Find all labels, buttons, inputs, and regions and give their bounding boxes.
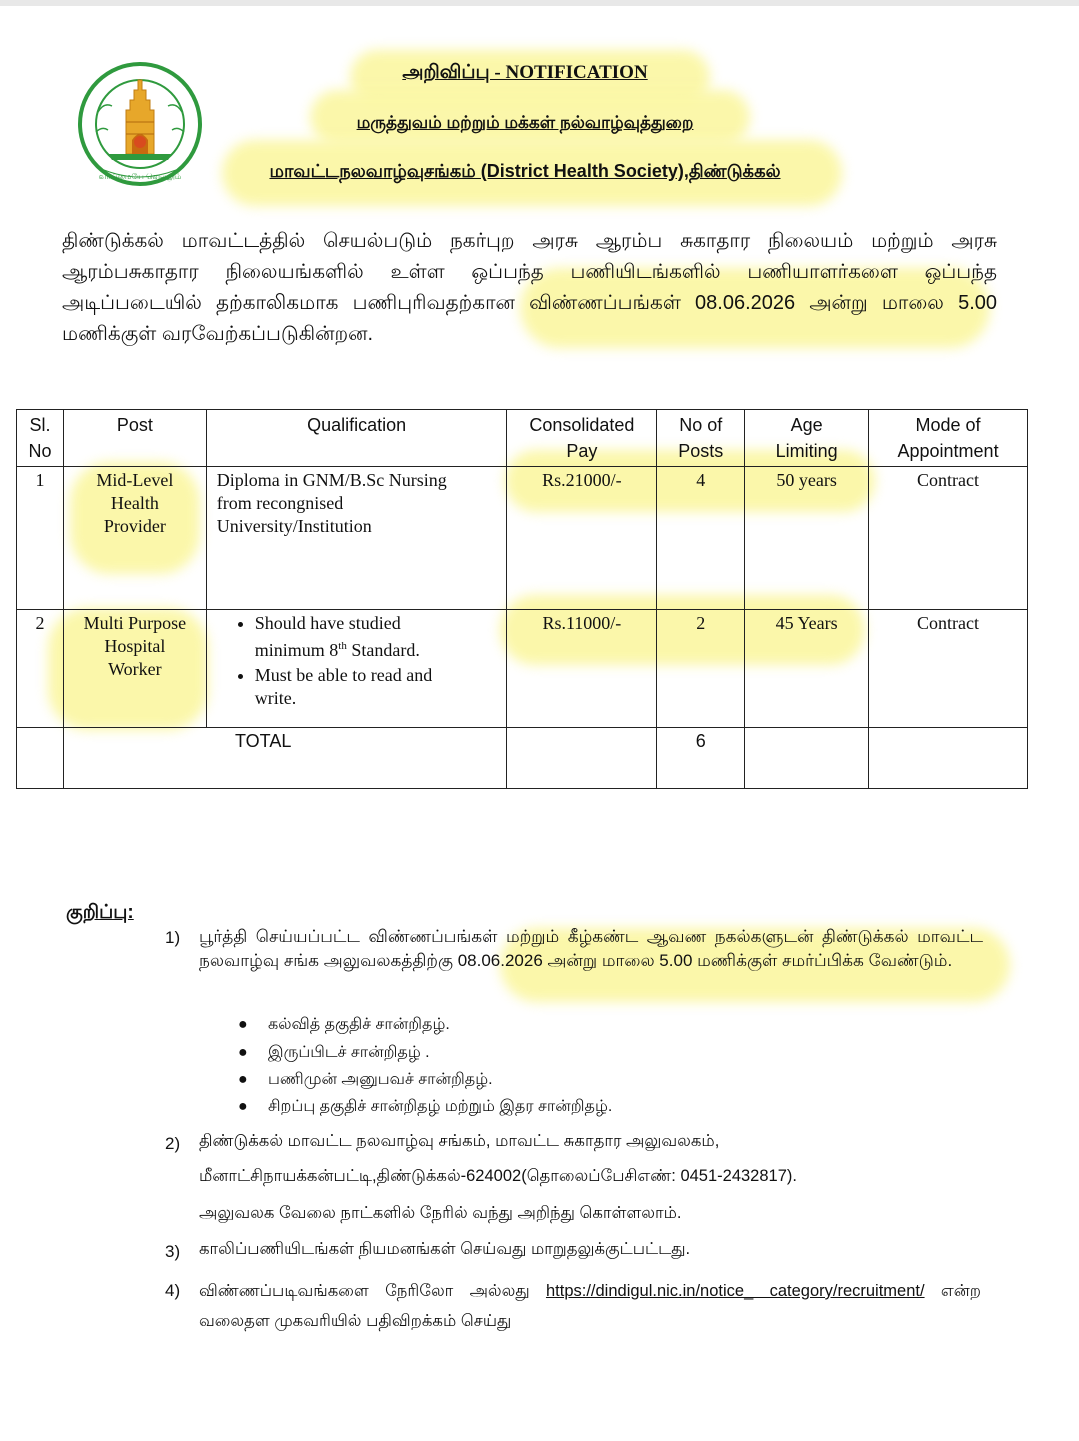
society-heading: மாவட்டநலவாழ்வுசங்கம் (District Health Society),திண்டுக்கல்: [269, 161, 781, 181]
note-1: பூர்த்தி செய்யப்பட்ட விண்ணப்பங்கள் மற்றும் கீழ்கண்ட ஆவண நகல்களுடன் திண்டுக்கல் மாவட்ட நலவாழ்வு சங்க அலுவலகத்திற்கு 08.06.2026 அன்று மாலை 5.00 மணிக்குள் சமர்ப்பிக்க வேண்டும்.: [199, 927, 983, 970]
table-row: [17, 610, 1028, 728]
qualification-bullet: • Should have studied minimum 8th Standard.: [255, 612, 503, 662]
table-header-row: [17, 410, 1028, 467]
notes-title: குறிப்பு:: [66, 902, 134, 923]
cell-post: Mid-Level Health Provider: [63, 467, 206, 610]
cell-pay: Rs.21000/-: [507, 467, 657, 610]
note-number: 1): [165, 928, 181, 947]
emblem-motto: வாய்மையே வெல்லும்: [98, 172, 182, 181]
cell-sl: 2: [17, 610, 64, 728]
cell-qualification: Diploma in GNM/B.Sc Nursing from recongnised University/Institution: [206, 467, 507, 610]
col-posts: No of Posts: [657, 410, 745, 467]
note-4: விண்ணப்படிவங்களை நேரிலோ அல்லது https://dindigul.nic.in/notice_ category/recruitment/ என்ற வலைதள முகவரியில் பதிவிறக்கம் செய்து: [199, 1282, 981, 1330]
total-posts: 6: [657, 728, 745, 789]
posts-table: [16, 409, 1028, 789]
note-2-line-3: அலுவலக வேலை நாட்களில் நேரில் வந்து அறிந்து கொள்ளலாம்.: [199, 1204, 682, 1222]
note-2-line-2: மீனாட்சிநாயக்கன்பட்டி,திண்டுக்கல்-624002(தொலைப்பேசிஎண்: 0451-2432817).: [199, 1167, 797, 1185]
table-row: [17, 467, 1028, 610]
col-mode: Mode of Appointment: [869, 410, 1028, 467]
department-heading: மருத்துவம் மற்றும் மக்கள் நல்வாழ்வுத்துறை: [356, 113, 694, 132]
doc-list-item: ● கல்வித் தகுதிச் சான்றிதழ்.: [238, 1016, 450, 1033]
cell-posts: 4: [657, 467, 745, 610]
doc-list-item: ● சிறப்பு தகுதிச் சான்றிதழ் மற்றும் இதர சான்றிதழ்.: [238, 1098, 613, 1115]
qualification-bullet: • Must be able to read and write.: [255, 664, 503, 710]
cell-posts: 2: [657, 610, 745, 728]
doc-list-item: ● இருப்பிடச் சான்றிதழ் .: [238, 1044, 430, 1061]
cell-sl: 1: [17, 467, 64, 610]
col-age: Age Limiting: [745, 410, 869, 467]
col-qualification: Qualification: [206, 410, 507, 467]
cell-age: 50 years: [745, 467, 869, 610]
cell-mode: Contract: [869, 610, 1028, 728]
note-number: 2): [165, 1134, 181, 1153]
total-label: TOTAL: [63, 728, 506, 789]
cell-pay: Rs.11000/-: [507, 610, 657, 728]
col-pay: Consolidated Pay: [507, 410, 657, 467]
doc-list-item: ● பணிமுன் அனுபவச் சான்றிதழ்.: [238, 1071, 493, 1088]
cell-mode: Contract: [869, 467, 1028, 610]
col-post: Post: [63, 410, 206, 467]
table-total-row: [17, 728, 1028, 789]
cell-qualification: [206, 610, 507, 728]
note-2-line-1: திண்டுக்கல் மாவட்ட நலவாழ்வு சங்கம், மாவட்ட சுகாதார அலுவலகம்,: [199, 1132, 720, 1150]
notification-title: அறிவிப்பு - NOTIFICATION: [402, 62, 648, 83]
note-number: 3): [165, 1242, 181, 1261]
note-number: 4): [165, 1281, 181, 1300]
cell-age: 45 Years: [745, 610, 869, 728]
top-strip: [0, 0, 1079, 6]
cell-post: Multi Purpose Hospital Worker: [63, 610, 206, 728]
note-3: காலிப்பணியிடங்கள் நியமனங்கள் செய்வது மாறுதலுக்குட்பட்டது.: [199, 1240, 691, 1258]
col-sl: Sl. No: [17, 410, 64, 467]
recruitment-link[interactable]: https://dindigul.nic.in/notice_ category/recruitment/: [545, 1282, 925, 1300]
intro-paragraph: திண்டுக்கல் மாவட்டத்தில் செயல்படும் நகர்புற அரசு ஆரம்ப சுகாதார நிலையம் மற்றும் அரசு ஆரம்பசுகாதார நிலையங்களில் உள்ள ஒப்பந்த பணியிடங்களில் பணியாளர்களை ஒப்பந்த அடிப்படையில் தற்காலிகமாக பணிபுரிவதற்கான விண்ணப்பங்கள் 08.06.2026 அன்று மாலை 5.00 மணிக்குள் வரவேற்கப்படுகின்றன.: [62, 230, 997, 345]
